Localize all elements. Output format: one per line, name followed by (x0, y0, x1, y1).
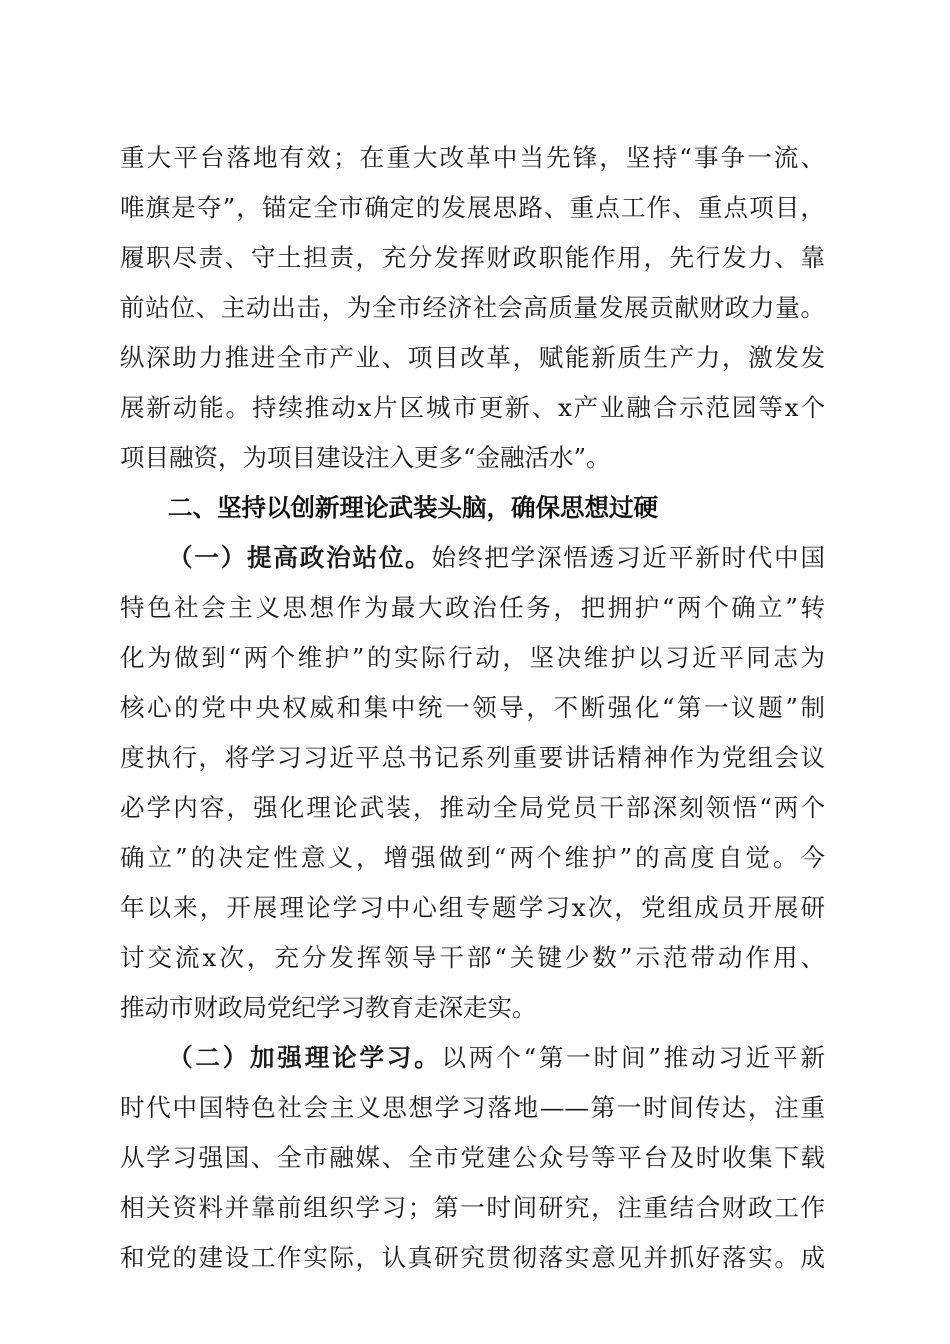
paragraph-2-line-5: 度执行，将学习习近平总书记系列重要讲话精神作为党组会议 (120, 743, 825, 772)
paragraph-3-line-3: 从学习强国、全市融媒、全市党建公众号等平台及时收集下载 (120, 1143, 825, 1172)
paragraph-2-line-4: 核心的党中央权威和集中统一领导，不断强化“第一议题”制 (120, 693, 825, 722)
paragraph-1-line-1: 重大平台落地有效；在重大改革中当先锋，坚持“事争一流、 (120, 143, 825, 172)
paragraph-3-line-4: 相关资料并靠前组织学习；第一时间研究，注重结合财政工作 (120, 1193, 825, 1222)
paragraph-1-line-3: 履职尽责、守土担责，充分发挥财政职能作用，先行发力、靠 (120, 243, 825, 272)
paragraph-1-line-5: 纵深助力推进全市产业、项目改革，赋能新质生产力，激发发 (120, 343, 825, 372)
paragraph-3-lead: （二）加强理论学习。 (168, 1043, 442, 1072)
paragraph-2-line-2: 特色社会主义思想作为最大政治任务，把拥护“两个确立”转 (120, 593, 825, 622)
paragraph-3-line-2: 时代中国特色社会主义思想学习落地——第一时间传达，注重 (120, 1093, 825, 1122)
paragraph-1-line-7: 项目融资，为项目建设注入更多“金融活水”。 (120, 443, 611, 472)
paragraph-3-line-5: 和党的建设工作实际，认真研究贯彻落实意见并抓好落实。成 (120, 1243, 825, 1272)
paragraph-2-line-8: 年以来，开展理论学习中心组专题学习x次，党组成员开展研 (120, 893, 825, 922)
section-heading: 二、坚持以创新理论武装头脑，确保思想过硬 (168, 493, 658, 522)
paragraph-1-line-2: 唯旗是夺”，锚定全市确定的发展思路、重点工作、重点项目， (120, 193, 825, 222)
paragraph-2-line-7: 确立”的决定性意义，增强做到“两个维护”的高度自觉。今 (120, 843, 825, 872)
paragraph-2-line-9: 讨交流x次，充分发挥领导干部“关键少数”示范带动作用、 (120, 943, 825, 972)
paragraph-2-line-6: 必学内容，强化理论武装，推动全局党员干部深刻领悟“两个 (120, 793, 825, 822)
paragraph-2-line-1-text: 始终把学深悟透习近平新时代中国 (431, 543, 826, 572)
paragraph-1-line-4: 前站位、主动出击，为全市经济社会高质量发展贡献财政力量。 (120, 293, 825, 322)
paragraph-1-line-6: 展新动能。持续推动x片区城市更新、x产业融合示范园等x个 (120, 393, 825, 422)
paragraph-3-line-1 (168, 1043, 825, 1073)
paragraph-2-line-10: 推动市财政局党纪学习教育走深走实。 (120, 993, 537, 1022)
paragraph-3-line-1-text: 以两个“第一时间”推动习近平新 (441, 1043, 825, 1072)
paragraph-2-line-3: 化为做到“两个维护”的实际行动，坚决维护以习近平同志为 (120, 643, 825, 672)
paragraph-2-lead: （一）提高政治站位。 (168, 543, 432, 572)
paragraph-2-line-1 (168, 543, 825, 573)
